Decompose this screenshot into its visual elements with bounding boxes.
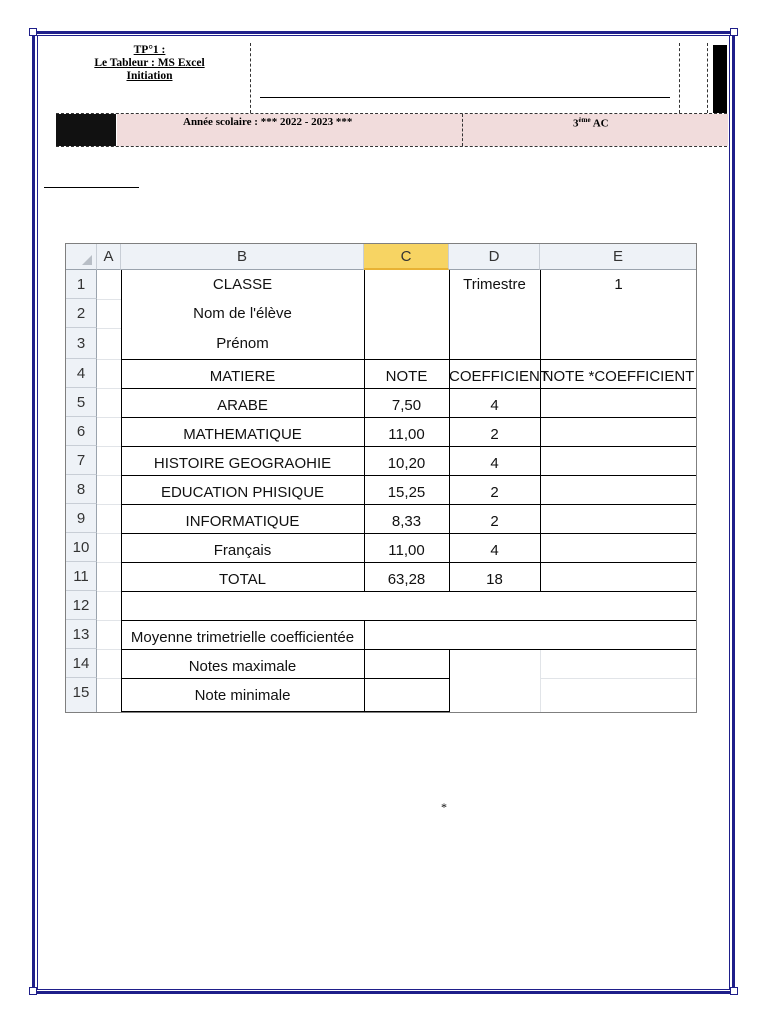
header-note-coefficient[interactable]: NOTE *COEFFICIENT xyxy=(542,368,695,385)
cell-matiere[interactable]: EDUCATION PHISIQUE xyxy=(160,484,325,501)
cell-classe[interactable]: CLASSE xyxy=(212,276,273,293)
info-row xyxy=(56,113,727,147)
cell-coef[interactable]: 4 xyxy=(490,397,499,414)
cell-coef[interactable]: 4 xyxy=(490,455,499,472)
row-header[interactable]: 1 xyxy=(66,270,97,299)
column-header-b[interactable]: B xyxy=(121,244,364,270)
column-header-c[interactable]: C xyxy=(364,244,449,270)
cell-total-note[interactable]: 63,28 xyxy=(387,571,426,588)
border-corner xyxy=(29,28,37,36)
column-header-a[interactable]: A xyxy=(97,244,121,270)
table-border xyxy=(364,620,365,713)
cell-matiere[interactable]: Français xyxy=(213,542,272,559)
row-header[interactable]: 3 xyxy=(66,328,97,359)
gridline xyxy=(97,359,121,360)
short-rule xyxy=(44,187,139,188)
row-header[interactable]: 7 xyxy=(66,446,97,475)
school-year: Année scolaire : *** 2022 - 2023 *** xyxy=(183,116,353,128)
border-corner xyxy=(730,28,738,36)
column-header-e[interactable]: E xyxy=(540,244,697,270)
cell-note[interactable]: 10,20 xyxy=(387,455,426,472)
row-header[interactable]: 9 xyxy=(66,504,97,533)
cell-coef[interactable]: 2 xyxy=(490,426,499,443)
border-corner xyxy=(29,987,37,995)
gridline xyxy=(540,678,697,679)
document-title xyxy=(62,44,237,83)
border-corner xyxy=(730,987,738,995)
tp-subject: Le Tableur : MS Excel xyxy=(94,57,205,69)
gridline xyxy=(97,591,121,592)
tp-level: Initiation xyxy=(126,70,173,82)
table-border xyxy=(121,678,449,679)
row-header[interactable]: 15 xyxy=(66,678,97,713)
cell-trimestre-value[interactable]: 1 xyxy=(614,276,623,293)
info-black-block xyxy=(56,114,116,146)
table-border xyxy=(364,270,365,359)
gridline xyxy=(97,678,121,679)
cell-coef[interactable]: 2 xyxy=(490,513,499,530)
cell-matiere[interactable]: MATHEMATIQUE xyxy=(183,426,302,443)
cell-matiere[interactable]: HISTOIRE GEOGRAOHIE xyxy=(153,455,332,472)
cell-matiere[interactable]: ARABE xyxy=(217,397,268,414)
cell-prenom[interactable]: Prénom xyxy=(216,335,269,352)
header-divider xyxy=(250,43,251,113)
table-border xyxy=(121,711,449,712)
gridline xyxy=(97,299,121,300)
row-header[interactable]: 12 xyxy=(66,591,97,620)
column-header-d[interactable]: D xyxy=(449,244,540,270)
header-divider xyxy=(679,43,680,113)
table-border xyxy=(121,475,696,476)
cell-coef[interactable]: 4 xyxy=(490,542,499,559)
cell-nom[interactable]: Nom de l'élève xyxy=(193,305,292,322)
header-coefficient[interactable]: COEFFICIENT xyxy=(449,368,549,385)
gridline xyxy=(97,475,121,476)
cell-note[interactable]: 7,50 xyxy=(391,397,422,414)
cell-note[interactable]: 11,00 xyxy=(388,426,425,443)
table-border xyxy=(121,417,696,418)
row-header[interactable]: 11 xyxy=(66,562,97,591)
cell-moyenne-label[interactable]: Moyenne trimetrielle coefficientée xyxy=(130,629,355,646)
gridline xyxy=(97,562,121,563)
cell-total-label[interactable]: TOTAL xyxy=(219,571,266,588)
row-header[interactable]: 10 xyxy=(66,533,97,562)
name-line xyxy=(260,97,670,98)
gridline xyxy=(97,328,121,329)
table-border xyxy=(121,562,696,563)
row-header[interactable]: 5 xyxy=(66,388,97,417)
row-header[interactable]: 2 xyxy=(66,299,97,328)
cell-note[interactable]: 11,00 xyxy=(388,542,425,559)
school-year-cell xyxy=(117,114,517,146)
header-divider xyxy=(707,43,708,113)
table-border xyxy=(121,446,696,447)
cell-min-label[interactable]: Note minimale xyxy=(194,687,291,704)
gridline xyxy=(97,388,121,389)
gridline xyxy=(97,649,121,650)
row-header[interactable]: 13 xyxy=(66,620,97,649)
row-header[interactable]: 14 xyxy=(66,649,97,678)
row-header[interactable]: 6 xyxy=(66,417,97,446)
gridline xyxy=(97,446,121,447)
class-label: 3ème AC xyxy=(573,116,609,130)
cell-note[interactable]: 15,25 xyxy=(387,484,426,501)
header-matiere[interactable]: MATIERE xyxy=(209,368,276,385)
table-border xyxy=(121,591,696,592)
table-border xyxy=(121,533,696,534)
table-border xyxy=(121,620,696,621)
row-header[interactable]: 8 xyxy=(66,475,97,504)
cell-note[interactable]: 8,33 xyxy=(391,513,422,530)
gridline xyxy=(97,620,121,621)
footer-mark: * xyxy=(441,800,447,814)
select-all-corner[interactable] xyxy=(66,244,97,270)
spreadsheet xyxy=(65,243,697,713)
header-note[interactable]: NOTE xyxy=(385,368,428,385)
class-cell xyxy=(462,114,728,146)
cell-trimestre-label[interactable]: Trimestre xyxy=(463,276,526,293)
gridline xyxy=(97,533,121,534)
row-header[interactable]: 4 xyxy=(66,359,97,388)
gridline xyxy=(540,649,541,713)
table-border xyxy=(121,359,696,360)
tp-number: TP°1 : xyxy=(133,44,166,56)
cell-max-label[interactable]: Notes maximale xyxy=(188,658,297,675)
header-black-bar xyxy=(713,45,727,113)
table-border xyxy=(121,504,696,505)
cell-coef[interactable]: 2 xyxy=(490,484,499,501)
table-border xyxy=(449,649,450,713)
table-border xyxy=(696,270,697,649)
table-border xyxy=(121,388,696,389)
gridline xyxy=(97,417,121,418)
table-border xyxy=(121,649,696,650)
cell-matiere[interactable]: INFORMATIQUE xyxy=(185,513,300,530)
cell-total-coef[interactable]: 18 xyxy=(486,571,503,588)
gridline xyxy=(97,504,121,505)
